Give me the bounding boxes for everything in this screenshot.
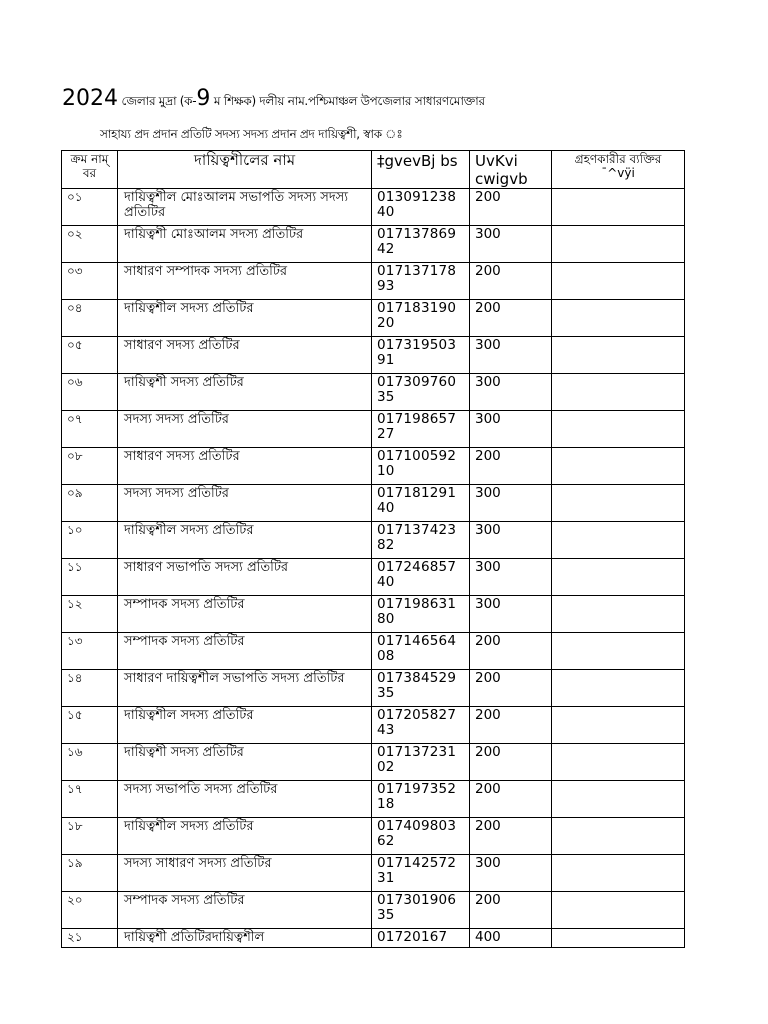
cell-signature (552, 744, 685, 781)
cell-name: দায়িত্বশীল মোঃআলম সভাপতি সদস্য সদস্য প্রতিটির (118, 189, 372, 226)
cell-amount: 200 (470, 633, 552, 670)
cell-serial: ১৭ (62, 781, 118, 818)
header-name: দায়িত্বশীলের নাম (118, 151, 372, 189)
cell-signature (552, 337, 685, 374)
title-year: 2024 (62, 86, 118, 111)
cell-name: সম্পাদক সদস্য প্রতিটির (118, 633, 372, 670)
cell-mobile: 01719865727 (372, 411, 470, 448)
cell-signature (552, 818, 685, 855)
cell-amount: 200 (470, 189, 552, 226)
cell-signature (552, 226, 685, 263)
cell-amount: 300 (470, 337, 552, 374)
cell-amount: 200 (470, 263, 552, 300)
cell-serial: ১৯ (62, 855, 118, 892)
cell-serial: ০৫ (62, 337, 118, 374)
cell-signature (552, 263, 685, 300)
cell-mobile: 01730190635 (372, 892, 470, 929)
cell-mobile: 01713786942 (372, 226, 470, 263)
cell-serial: ০৮ (62, 448, 118, 485)
cell-signature (552, 189, 685, 226)
cell-amount: 200 (470, 448, 552, 485)
cell-serial: ১১ (62, 559, 118, 596)
table-row (62, 263, 685, 300)
cell-amount: 200 (470, 300, 552, 337)
header-signature: গ্রহণকারীর ব্যক্তির ¯^vÿi (552, 151, 685, 189)
cell-mobile: 01731950391 (372, 337, 470, 374)
cell-name: দায়িত্বশী সদস্য প্রতিটির (118, 374, 372, 411)
cell-name: দায়িত্বশীল সদস্য প্রতিটির (118, 300, 372, 337)
cell-serial: ১০ (62, 522, 118, 559)
cell-mobile: 01713742382 (372, 522, 470, 559)
cell-amount: 200 (470, 744, 552, 781)
cell-name: সাধারণ সদস্য প্রতিটির (118, 337, 372, 374)
document-subtitle: সাহায্য প্রদ প্রদান প্রতিটি সদস্য সদস্য প্রদান প্রদ দায়িত্বশী, স্বাক ঃ (100, 127, 403, 141)
title-number: 9 (196, 86, 211, 111)
cell-signature (552, 411, 685, 448)
cell-serial: ০৯ (62, 485, 118, 522)
cell-name: দায়িত্বশীল সদস্য প্রতিটির (118, 707, 372, 744)
cell-amount: 300 (470, 485, 552, 522)
cell-serial: ১৬ (62, 744, 118, 781)
table-row (62, 929, 685, 948)
table-row (62, 633, 685, 670)
table-row (62, 448, 685, 485)
cell-amount: 300 (470, 522, 552, 559)
cell-signature (552, 929, 685, 948)
cell-serial: ২০ (62, 892, 118, 929)
cell-mobile: 01738452935 (372, 670, 470, 707)
header-mobile: ‡gvevBj bs (372, 151, 470, 189)
cell-mobile: 01718319020 (372, 300, 470, 337)
cell-mobile: 01724685740 (372, 559, 470, 596)
cell-serial: ১৮ (62, 818, 118, 855)
member-table (61, 150, 685, 948)
cell-serial: ০১ (62, 189, 118, 226)
cell-signature (552, 892, 685, 929)
table-row (62, 189, 685, 226)
cell-mobile: 01714656408 (372, 633, 470, 670)
cell-mobile: 01713723102 (372, 744, 470, 781)
cell-signature (552, 781, 685, 818)
cell-signature (552, 670, 685, 707)
cell-signature (552, 300, 685, 337)
cell-signature (552, 448, 685, 485)
cell-signature (552, 707, 685, 744)
cell-name: সদস্য সদস্য প্রতিটির (118, 485, 372, 522)
cell-signature (552, 374, 685, 411)
cell-name: দায়িত্বশী প্রতিটিরদায়িত্বশীল (118, 929, 372, 948)
cell-signature (552, 559, 685, 596)
cell-name: সাধারণ সদস্য প্রতিটির (118, 448, 372, 485)
table-row (62, 670, 685, 707)
document-title (62, 86, 742, 113)
cell-amount: 200 (470, 781, 552, 818)
table-row (62, 411, 685, 448)
cell-name: সদস্য সদস্য প্রতিটির (118, 411, 372, 448)
cell-amount: 300 (470, 855, 552, 892)
cell-mobile: 01740980362 (372, 818, 470, 855)
cell-name: সম্পাদক সদস্য প্রতিটির (118, 596, 372, 633)
cell-mobile: 01720582743 (372, 707, 470, 744)
cell-amount: 200 (470, 707, 552, 744)
cell-amount: 300 (470, 596, 552, 633)
cell-name: দায়িত্বশীল সদস্য প্রতিটির (118, 522, 372, 559)
cell-mobile: 01718129140 (372, 485, 470, 522)
cell-name: সদস্য সভাপতি সদস্য প্রতিটির (118, 781, 372, 818)
cell-signature (552, 633, 685, 670)
cell-mobile: 01714257231 (372, 855, 470, 892)
cell-serial: ০৪ (62, 300, 118, 337)
cell-amount: 400 (470, 929, 552, 948)
table-row (62, 855, 685, 892)
cell-serial: ১৫ (62, 707, 118, 744)
table-row (62, 300, 685, 337)
table-row (62, 337, 685, 374)
cell-signature (552, 855, 685, 892)
cell-mobile: 01713717893 (372, 263, 470, 300)
title-code-prefix: ক- (184, 94, 197, 108)
title-part-2: ম শিক্ষক) (210, 94, 256, 108)
cell-name: সাধারণ সম্পাদক সদস্য প্রতিটির (118, 263, 372, 300)
cell-amount: 300 (470, 374, 552, 411)
table-row (62, 522, 685, 559)
table-row (62, 374, 685, 411)
cell-mobile: 01719735218 (372, 781, 470, 818)
cell-name: দায়িত্বশী সদস্য প্রতিটির (118, 744, 372, 781)
cell-serial: ০৩ (62, 263, 118, 300)
title-part-1: জেলার মুদ্রা ( (118, 94, 185, 108)
table-row (62, 892, 685, 929)
cell-signature (552, 596, 685, 633)
cell-amount: 200 (470, 818, 552, 855)
cell-amount: 200 (470, 670, 552, 707)
cell-signature (552, 522, 685, 559)
cell-serial: ০৬ (62, 374, 118, 411)
table-body (62, 189, 685, 948)
cell-name: সাধারণ দায়িত্বশীল সভাপতি সদস্য প্রতিটির (118, 670, 372, 707)
table-row (62, 781, 685, 818)
cell-serial: ০৭ (62, 411, 118, 448)
table-row (62, 818, 685, 855)
cell-mobile: 01720167 (372, 929, 470, 948)
cell-mobile: 01719863180 (372, 596, 470, 633)
table-row (62, 226, 685, 263)
cell-serial: ১৪ (62, 670, 118, 707)
table-row (62, 559, 685, 596)
cell-name: সম্পাদক সদস্য প্রতিটির (118, 892, 372, 929)
table-row (62, 485, 685, 522)
cell-serial: ২১ (62, 929, 118, 948)
cell-name: দায়িত্বশীল সদস্য প্রতিটির (118, 818, 372, 855)
cell-amount: 200 (470, 892, 552, 929)
header-amount: UvKvi cwigvb (470, 151, 552, 189)
cell-serial: ১২ (62, 596, 118, 633)
cell-signature (552, 485, 685, 522)
table-header-row (62, 151, 685, 189)
table-row (62, 744, 685, 781)
cell-amount: 300 (470, 226, 552, 263)
cell-mobile: 01309123840 (372, 189, 470, 226)
cell-mobile: 01730976035 (372, 374, 470, 411)
cell-serial: ১৩ (62, 633, 118, 670)
cell-amount: 300 (470, 559, 552, 596)
table-row (62, 596, 685, 633)
cell-serial: ০২ (62, 226, 118, 263)
header-serial: ক্রম নাম্ বর (62, 151, 118, 189)
cell-name: দায়িত্বশী মোঃআলম সদস্য প্রতিটির (118, 226, 372, 263)
cell-amount: 300 (470, 411, 552, 448)
title-part-3: দলীয় নাম.পশ্চিমাঞ্চল উপজেলার সাধারণমোক্তার (255, 94, 485, 108)
table-row (62, 707, 685, 744)
cell-mobile: 01710059210 (372, 448, 470, 485)
cell-name: সাধারণ সভাপতি সদস্য প্রতিটির (118, 559, 372, 596)
cell-name: সদস্য সাধারণ সদস্য প্রতিটির (118, 855, 372, 892)
